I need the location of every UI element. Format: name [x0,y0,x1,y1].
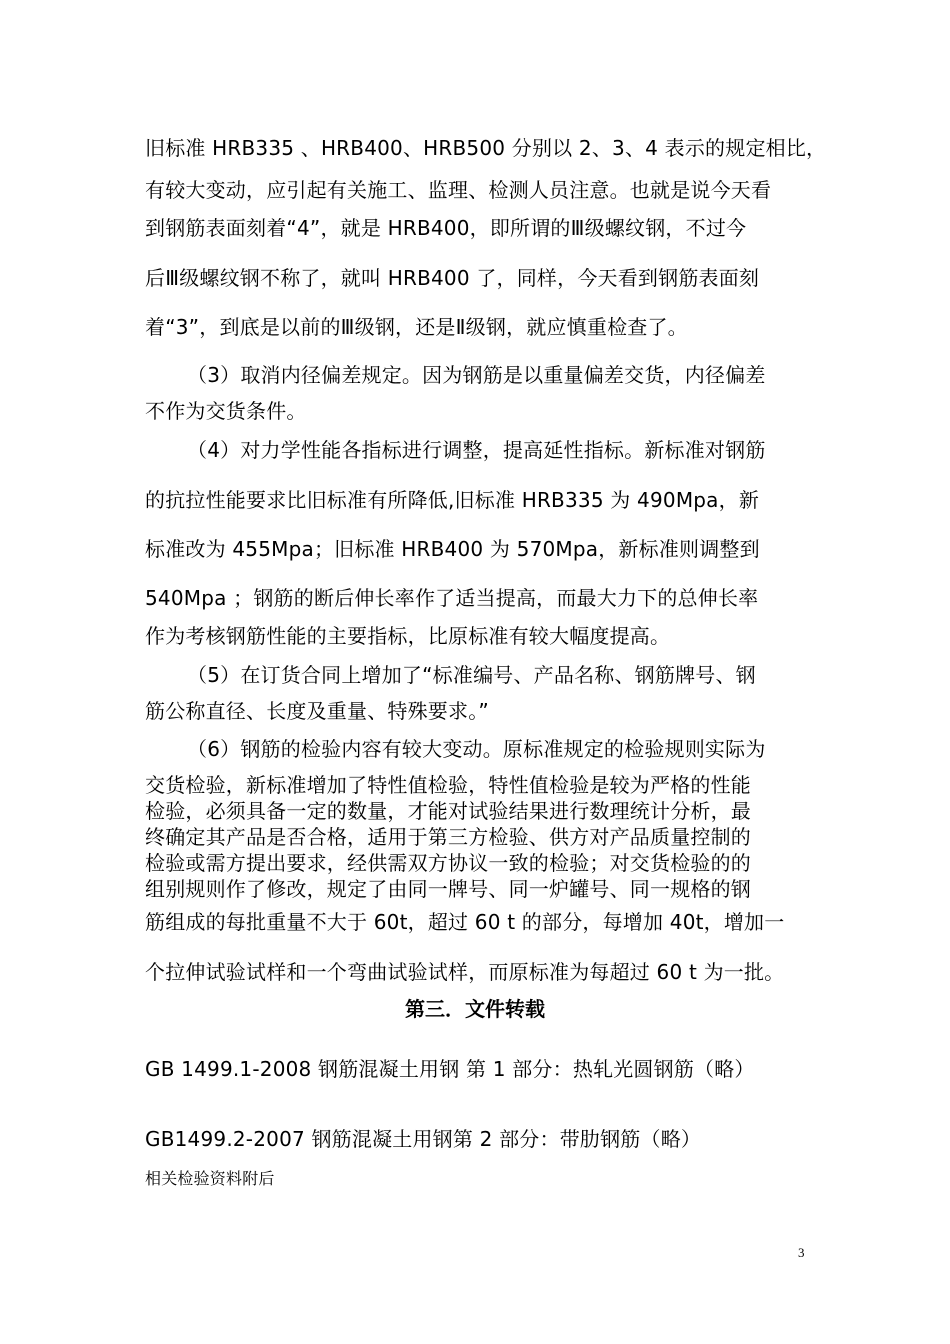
item-4-line: 作为考核钢筋性能的主要指标，比原标准有较大幅度提高。 [145,624,671,648]
item-4-line: 的抗拉性能要求比旧标准有所降低,旧标准 HRB335 为 490Mpa，新 [145,488,760,512]
page-number: 3 [798,1245,805,1260]
item-6-line: 检验或需方提出要求，经供需双方协议一致的检验；对交货检验的的 [145,851,751,875]
item-6-line: （6）钢筋的检验内容有较大变动。原标准规定的检验规则实际为 [187,737,766,761]
paragraph-line: 到钢筋表面刻着“4”，就是 HRB400，即所谓的Ⅲ级螺纹钢，不过今 [145,216,747,240]
item-6-line: 检验，必须具备一定的数量，才能对试验结果进行数理统计分析，最 [145,799,751,823]
section-heading: 第三．文件转载 [405,997,545,1021]
item-3-line: （3）取消内径偏差规定。因为钢筋是以重量偏差交货，内径偏差 [187,363,766,387]
item-3-line: 不作为交货条件。 [145,399,307,423]
attachment-note: 相关检验资料附后 [145,1169,275,1188]
paragraph-line: 有较大变动，应引起有关施工、监理、检测人员注意。也就是说今天看 [145,178,772,202]
item-5-line: 筋公称直径、长度及重量、特殊要求。” [145,699,489,723]
item-6-line: 筋组成的每批重量不大于 60t，超过 60 t 的部分，每增加 40t，增加一 [145,910,785,934]
reference-line: GB1499.2-2007 钢筋混凝土用钢第 2 部分：带肋钢筋（略） [145,1127,702,1151]
item-6-line: 终确定其产品是否合格，适用于第三方检验、供方对产品质量控制的 [145,825,751,849]
reference-line: GB 1499.1-2008 钢筋混凝土用钢 第 1 部分：热轧光圆钢筋（略） [145,1057,755,1081]
paragraph-line: 旧标准 HRB335 、HRB400、HRB500 分别以 2、3、4 表示的规定相比， [145,136,827,160]
item-4-line: 540Mpa ；钢筋的断后伸长率作了适当提高，而最大力下的总伸长率 [145,586,759,610]
item-5-line: （5）在订货合同上增加了“标准编号、产品名称、钢筋牌号、钢 [187,663,756,687]
item-6-line: 组别规则作了修改，规定了由同一牌号、同一炉罐号、同一规格的钢 [145,877,751,901]
paragraph-line: 着“3”，到底是以前的Ⅲ级钢，还是Ⅱ级钢，就应慎重检查了。 [145,315,688,339]
item-6-line: 个拉伸试验试样和一个弯曲试验试样，而原标准为每超过 60 t 为一批。 [145,960,785,984]
item-4-line: （4）对力学性能各指标进行调整，提高延性指标。新标准对钢筋 [187,438,766,462]
paragraph-line: 后Ⅲ级螺纹钢不称了，就叫 HRB400 了，同样，今天看到钢筋表面刻 [145,266,760,290]
item-6-line: 交货检验，新标准增加了特性值检验，特性值检验是较为严格的性能 [145,773,751,797]
item-4-line: 标准改为 455Mpa；旧标准 HRB400 为 570Mpa，新标准则调整到 [145,537,760,561]
